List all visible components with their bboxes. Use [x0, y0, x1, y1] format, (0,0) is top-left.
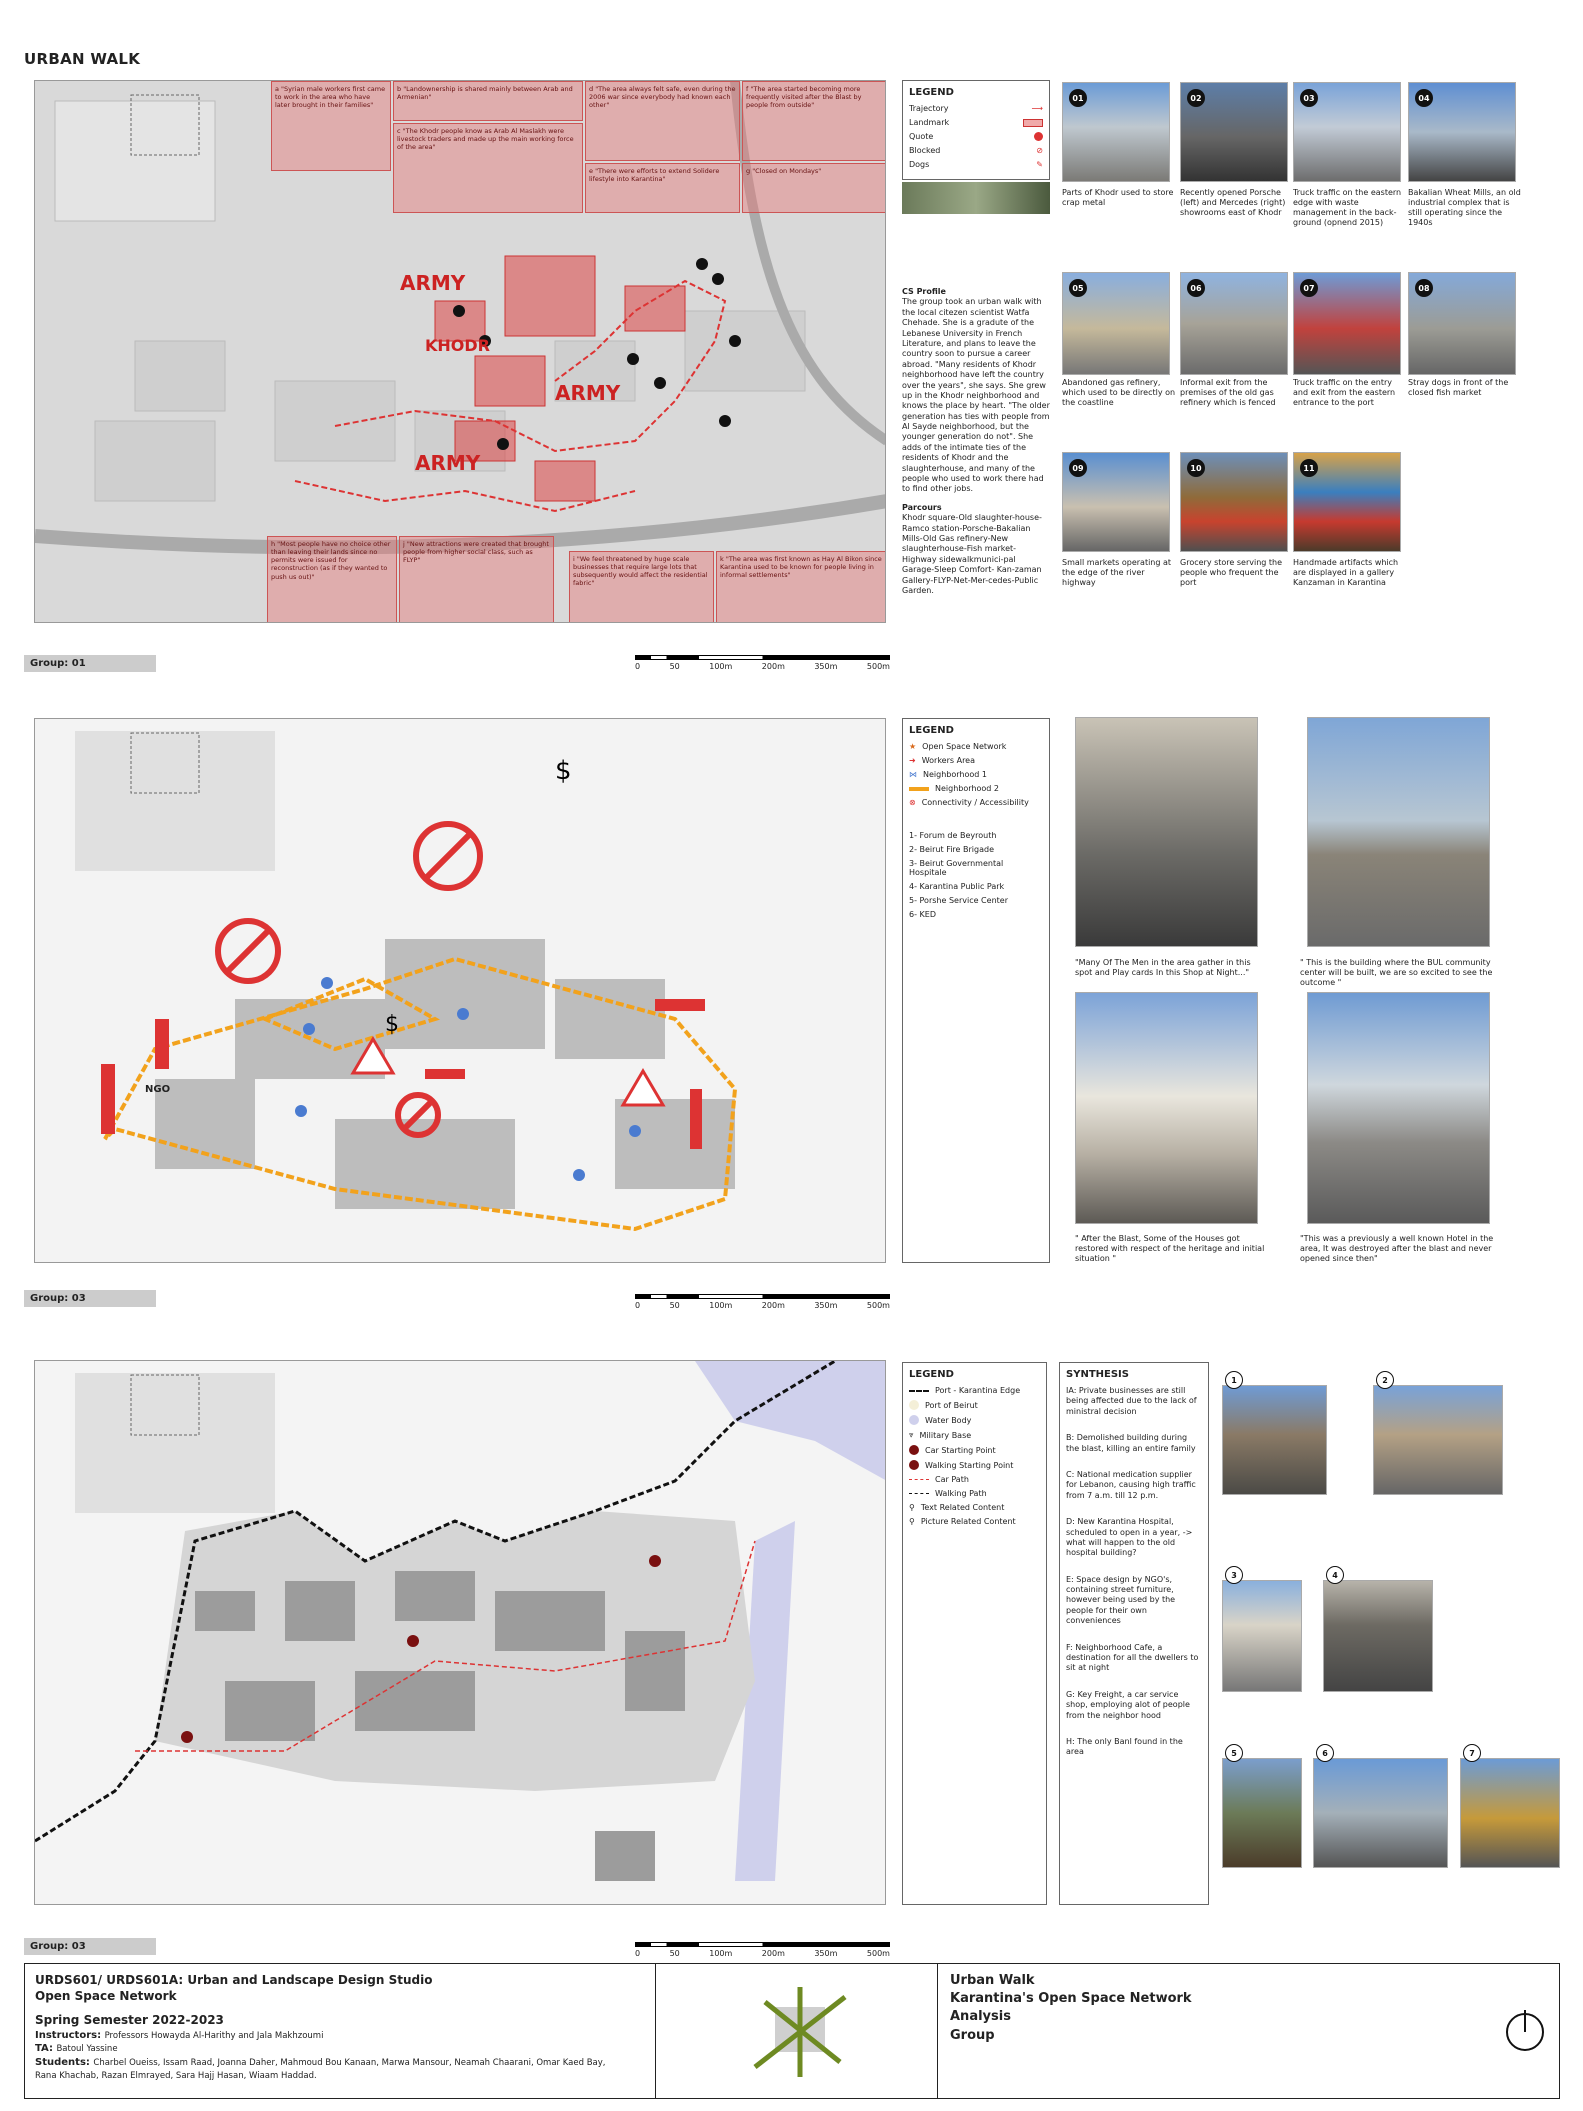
legend-text-content: Text Related Content: [920, 1503, 1005, 1512]
tick: 50: [669, 1301, 680, 1310]
photo-number-badge: 09: [1069, 459, 1087, 477]
g1-photo-caption: Abandoned gas refinery, which used to be directly on the coastline: [1062, 378, 1176, 407]
photo-number-badge: 6: [1316, 1744, 1334, 1762]
g1-photo: [1293, 82, 1401, 182]
legend-row: [909, 1503, 1040, 1512]
legend-picture-content: Picture Related Content: [920, 1517, 1016, 1526]
legend-blocked: Blocked: [909, 146, 941, 155]
legend-row: [909, 1400, 1040, 1410]
places-list: [909, 831, 1043, 919]
quote-g: g "Closed on Mondays": [742, 163, 886, 213]
legend-row: [909, 146, 1043, 155]
svg-text:$: $: [385, 1012, 399, 1037]
footer-line: Urban Walk: [950, 1973, 1035, 1988]
scale-bar: [635, 1294, 890, 1310]
ngo-label: NGO: [145, 1084, 171, 1095]
legend-row: [909, 798, 1043, 807]
g1-photo-caption: Bakalian Wheat Mills, an old industrial complex that is still operating since the 1940s: [1408, 188, 1521, 227]
quote-j: j "New attractions were created that brought people from higher social class, such as FLYP": [399, 536, 554, 623]
g1-photo: [1408, 82, 1516, 182]
photo-number-badge: 03: [1300, 89, 1318, 107]
group3-map: [34, 1360, 886, 1905]
photo-number-badge: 02: [1187, 89, 1205, 107]
tick: 200m: [761, 662, 785, 671]
group3-label: Group: 03: [24, 1938, 156, 1955]
synthesis-box: [1059, 1362, 1209, 1905]
g3-photo: [1222, 1580, 1302, 1692]
students-label: Students:: [35, 2056, 90, 2068]
tick: 500m: [866, 662, 890, 671]
tick: 0: [635, 1301, 641, 1310]
legend-row: [909, 784, 1043, 793]
tick: 350m: [814, 662, 838, 671]
legend-row: [909, 1386, 1040, 1395]
quote-h: h "Most people have no choice other than leaving their lands since no permits were issued for reconstruction (as if they wanted to push us out)": [267, 536, 397, 623]
legend-row: [909, 1430, 1040, 1440]
instructors-label: Instructors:: [35, 2029, 102, 2041]
tick: 200m: [761, 1949, 785, 1958]
legend-port: Port of Beirut: [925, 1400, 978, 1410]
scale-bar: [635, 1942, 890, 1958]
place-item: 3- Beirut Governmental Hospitale: [909, 859, 1004, 877]
synthesis-list: [1066, 1386, 1202, 1758]
group3-map-drawing: [35, 1361, 886, 1905]
photo-number-badge: 06: [1187, 279, 1205, 297]
military-icon: ⩔: [909, 1430, 914, 1439]
legend-open-space: Open Space Network: [922, 742, 1007, 751]
tick: 350m: [814, 1301, 838, 1310]
g1-photo-caption: Parts of Khodr used to store crap metal: [1062, 188, 1174, 207]
group1-profile: [902, 287, 1050, 596]
photo-number-badge: 11: [1300, 459, 1318, 477]
legend-connectivity: Connectivity / Accessibility: [921, 798, 1029, 807]
synthesis-item: B: Demolished building during the blast, killing an entire family: [1066, 1433, 1196, 1453]
ta: Batoul Yassine: [56, 2044, 118, 2055]
legend-row: [909, 1517, 1040, 1526]
legend-row: [909, 104, 1043, 113]
g1-photo: [1180, 452, 1288, 552]
tick: 500m: [866, 1949, 890, 1958]
g3-photo: [1222, 1385, 1327, 1495]
g1-photo-caption: Stray dogs in front of the closed fish market: [1408, 378, 1509, 397]
legend-title: LEGEND: [909, 87, 954, 98]
g2-caption-4: "This was a previously a well known Hotel in the area, It was destroyed after the blast and never opened since then": [1300, 1234, 1494, 1263]
parcours-text: Khodr square-Old slaughter-house-Ramco station-Porsche-Bakalian Mills-Old Gas refinery-New slaughterhouse-Fish market-Highway sidewalkmunici-pal Garage-Sleep Comfort- Kan-zaman Gallery-FLYP-Net-Mer-cedes-Public Garden.: [902, 513, 1042, 595]
legend-edge: Port - Karantina Edge: [935, 1386, 1021, 1395]
g2-photo-1: [1075, 717, 1258, 947]
legend-row: [909, 132, 1043, 141]
place-item: 4- Karantina Public Park: [909, 882, 1005, 891]
car-start-icon: [909, 1445, 919, 1455]
legend-title: LEGEND: [909, 725, 954, 736]
g2-photo-4: [1307, 992, 1490, 1224]
students: Charbel Oueiss, Issam Raad, Joanna Daher, Mahmoud Bou Kanaan, Marwa Mansour, Neamah Chaarani, Omar Kaed Bay, Rana Khachab, Razan Elmrayed, Sara Hajj Hasan, Wiaam Haddad.: [35, 2057, 606, 2082]
dash-swatch: [909, 1390, 929, 1392]
group2-map: [34, 718, 886, 1263]
g3-photo: [1460, 1758, 1560, 1868]
tick: 50: [669, 662, 680, 671]
g3-photo: [1373, 1385, 1503, 1495]
group1-profile-photo: [902, 182, 1050, 214]
profile-text: The group took an urban walk with the local citezen scientist Watfa Chehade. She is a gradute of the Lebanese University in French Literature, and plans to leave the country soon to pursue a career abroad. "Many residents of Khodr neighborhood have left the country over the years", she says. She grew up in the Khodr neighborhood and knows the place by heart. "The older generation has ties with people from Al Sayde neighborhood, but the younger generation do not". She adds of the intimate ties of the residents of Khodr and the slaughterhouse, and many of the people who used to work there had to find other jobs.: [902, 297, 1050, 494]
khodr-label: KHODR: [425, 336, 490, 355]
place-item: 1- Forum de Beyrouth: [909, 831, 997, 840]
landmark-swatch: [1023, 119, 1043, 127]
g3-photo: [1323, 1580, 1433, 1692]
army-label-2: ARMY: [555, 381, 621, 405]
water-swatch: [909, 1415, 919, 1425]
legend-landmark: Landmark: [909, 118, 950, 127]
photo-number-badge: 05: [1069, 279, 1087, 297]
group1-legend: [902, 80, 1050, 180]
army-label-3: ARMY: [415, 451, 481, 475]
quote-k: k "The area was first known as Hay Al Bikon since Karantina used to be known for people living in informal settlements": [716, 551, 886, 623]
tick: 0: [635, 1949, 641, 1958]
footer-course-info: [35, 1972, 615, 2083]
legend-military: Military Base: [919, 1430, 972, 1440]
course-subtitle: Open Space Network: [35, 1989, 177, 2004]
tick: 100m: [709, 1949, 733, 1958]
group2-map-drawing: [35, 719, 886, 1263]
group1-map: [34, 80, 886, 623]
port-swatch: [909, 1400, 919, 1410]
group3-legend: [902, 1362, 1047, 1905]
quote-d: d "The area always felt safe, even during the 2006 war since everybody had known each other": [585, 81, 740, 161]
legend-row: [909, 1445, 1040, 1455]
dog-icon: ✎: [1036, 160, 1043, 169]
legend-workers: Workers Area: [921, 756, 976, 765]
place-item: 2- Beirut Fire Brigade: [909, 845, 994, 854]
photo-number-badge: 1: [1225, 1371, 1243, 1389]
tick: 100m: [709, 1301, 733, 1310]
ta-label: TA:: [35, 2043, 53, 2055]
bowtie-icon: ⋈: [909, 770, 917, 779]
synthesis-item: H: The only Banl found in the area: [1066, 1736, 1183, 1757]
synthesis-item: D: New Karantina Hospital, scheduled to open in a year, -> what will happen to the old hospital building?: [1066, 1517, 1193, 1558]
footer-title-block: [950, 1972, 1192, 2045]
army-label-1: ARMY: [400, 271, 466, 295]
network-logo-icon: [745, 1982, 855, 2082]
legend-neigh2: Neighborhood 2: [935, 784, 999, 793]
legend-row: [909, 742, 1043, 751]
walk-start-icon: [909, 1460, 919, 1470]
legend-title: LEGEND: [909, 1369, 954, 1380]
synthesis-title: SYNTHESIS: [1066, 1369, 1129, 1380]
legend-trajectory: Trajectory: [909, 104, 949, 113]
course-title: URDS601/ URDS601A: Urban and Landscape Design Studio: [35, 1973, 433, 1987]
footer-divider: [655, 1964, 656, 2098]
photo-number-badge: 10: [1187, 459, 1205, 477]
profile-heading: CS Profile: [902, 287, 946, 296]
legend-row: [909, 1489, 1040, 1498]
footer-divider: [937, 1964, 938, 2098]
photo-number-badge: 7: [1463, 1744, 1481, 1762]
legend-car-path: Car Path: [935, 1475, 969, 1484]
synthesis-item: E: Space design by NGO's, containing street furniture, however being used by the people for their own conveniences: [1066, 1574, 1176, 1626]
g1-photo: [1180, 82, 1288, 182]
north-arrow-icon: [1505, 2002, 1545, 2062]
quote-i: i "We feel threatened by huge scale businesses that require large lots that subsequently would affect the residential fabric": [569, 551, 714, 623]
tick: 0: [635, 662, 641, 671]
place-item: 5- Porshe Service Center: [909, 896, 1008, 905]
g1-photo: [1062, 272, 1170, 375]
arrow-icon: ➜: [909, 756, 916, 765]
g2-caption-1: "Many Of The Men in the area gather in this spot and Play cards In this Shop at Night...": [1075, 958, 1251, 977]
g1-photo-caption: Truck traffic on the entry and exit from the eastern entrance to the port: [1293, 378, 1396, 407]
g1-photo: [1062, 452, 1170, 552]
g3-photo: [1222, 1758, 1302, 1868]
walk-path-swatch: [909, 1493, 929, 1494]
synthesis-item: F: Neighborhood Cafe, a destination for all the dwellers to sit at night: [1066, 1642, 1199, 1673]
legend-row: [909, 1475, 1040, 1484]
g2-photo-2: [1307, 717, 1490, 947]
quote-b: b "Landownership is shared mainly between Arab and Armenian": [393, 81, 583, 121]
group1-label: Group: 01: [24, 655, 156, 672]
legend-row: [909, 160, 1043, 169]
legend-row: [909, 770, 1043, 779]
svg-text:$: $: [555, 756, 572, 786]
photo-number-badge: 2: [1376, 1371, 1394, 1389]
instructors: Professors Howayda Al-Harithy and Jala Makhzoumi: [104, 2030, 324, 2041]
synthesis-item: IA: Private businesses are still being affected due to the lack of ministral decision: [1066, 1386, 1197, 1416]
g1-photo-caption: Grocery store serving the people who frequent the port: [1180, 558, 1283, 587]
scale-bar: [635, 655, 890, 671]
connectivity-icon: ⊗: [909, 798, 916, 807]
legend-row: [909, 1415, 1040, 1425]
g1-photo-caption: Recently opened Porsche (left) and Mercedes (right) showrooms east of Khodr: [1180, 188, 1286, 217]
photo-number-badge: 3: [1225, 1566, 1243, 1584]
legend-row: [909, 756, 1043, 765]
group2-legend: [902, 718, 1050, 1263]
parcours-heading: Parcours: [902, 502, 942, 512]
arrow-icon: ⟶: [1031, 104, 1043, 113]
g1-photo: [1062, 82, 1170, 182]
tick: 100m: [709, 662, 733, 671]
legend-row: [909, 118, 1043, 127]
blocked-icon: ⊘: [1036, 146, 1043, 155]
tick: 500m: [866, 1301, 890, 1310]
photo-number-badge: 4: [1326, 1566, 1344, 1584]
semester: Spring Semester 2022-2023: [35, 2013, 224, 2028]
g1-photo: [1180, 272, 1288, 375]
group2-label: Group: 03: [24, 1290, 156, 1307]
g1-photo-caption: Informal exit from the premises of the old gas refinery which is fenced: [1180, 378, 1276, 407]
tick: 350m: [814, 1949, 838, 1958]
legend-dogs: Dogs: [909, 160, 930, 169]
g1-photo: [1293, 452, 1401, 552]
tick: 50: [669, 1949, 680, 1958]
quote-icon: [1034, 132, 1043, 141]
photo-number-badge: 04: [1415, 89, 1433, 107]
page-title: URBAN WALK: [24, 50, 141, 68]
g1-photo-caption: Truck traffic on the eastern edge with waste management in the back-ground (opnend 2015): [1293, 188, 1402, 227]
g2-photo-3: [1075, 992, 1258, 1224]
legend-car-start: Car Starting Point: [925, 1445, 996, 1455]
quote-c: c "The Khodr people know as Arab Al Maslakh were livestock traders and made up the main working force of the area": [393, 123, 583, 213]
legend-walk-start: Walking Starting Point: [925, 1460, 1014, 1470]
pin-icon: ⚲: [909, 1503, 915, 1512]
star-icon: ★: [909, 742, 917, 751]
place-item: 6- KED: [909, 910, 936, 919]
photo-number-badge: 07: [1300, 279, 1318, 297]
photo-number-badge: 08: [1415, 279, 1433, 297]
synthesis-item: G: Key Freight, a car service shop, employing alot of people from the neighbor hood: [1066, 1689, 1190, 1720]
footer-line: Analysis: [950, 2009, 1011, 2025]
tick: 200m: [761, 1301, 785, 1310]
footer-line: Group: [950, 2027, 995, 2043]
g2-caption-2: " This is the building where the BUL community center will be built, we are so excited to see the outcome ": [1300, 958, 1493, 987]
car-path-swatch: [909, 1479, 929, 1480]
quote-e: e "There were efforts to extend Solidere lifestyle into Karantina": [585, 163, 740, 213]
synthesis-item: C: National medication supplier for Lebanon, causing high traffic from 7 a.m. till 12 p.m.: [1066, 1469, 1196, 1500]
quote-a: a "Syrian male workers first came to work in the area who have later brought in their families": [271, 81, 391, 171]
legend-row: [909, 1460, 1040, 1470]
legend-neigh1: Neighborhood 1: [923, 770, 987, 779]
g1-photo: [1293, 272, 1401, 375]
line-swatch: [909, 787, 929, 791]
footer: [24, 1963, 1560, 2099]
photo-number-badge: 01: [1069, 89, 1087, 107]
quote-f: f "The area started becoming more frequently visited after the Blast by people from outside": [742, 81, 886, 161]
footer-line: Karantina's Open Space Network: [950, 1991, 1192, 2007]
legend-walk-path: Walking Path: [935, 1489, 987, 1498]
pin-icon: ⚲: [909, 1517, 915, 1526]
legend-quote: Quote: [909, 132, 934, 141]
legend-water: Water Body: [925, 1415, 972, 1425]
g3-photo: [1313, 1758, 1448, 1868]
g1-photo-caption: Handmade artifacts which are displayed in a gallery Kanzaman in Karantina: [1293, 558, 1399, 587]
g1-photo: [1408, 272, 1516, 375]
g2-caption-3: " After the Blast, Some of the Houses got restored with respect of the heritage and initial situation ": [1075, 1234, 1265, 1263]
g1-photo-caption: Small markets operating at the edge of the river highway: [1062, 558, 1172, 587]
photo-number-badge: 5: [1225, 1744, 1243, 1762]
